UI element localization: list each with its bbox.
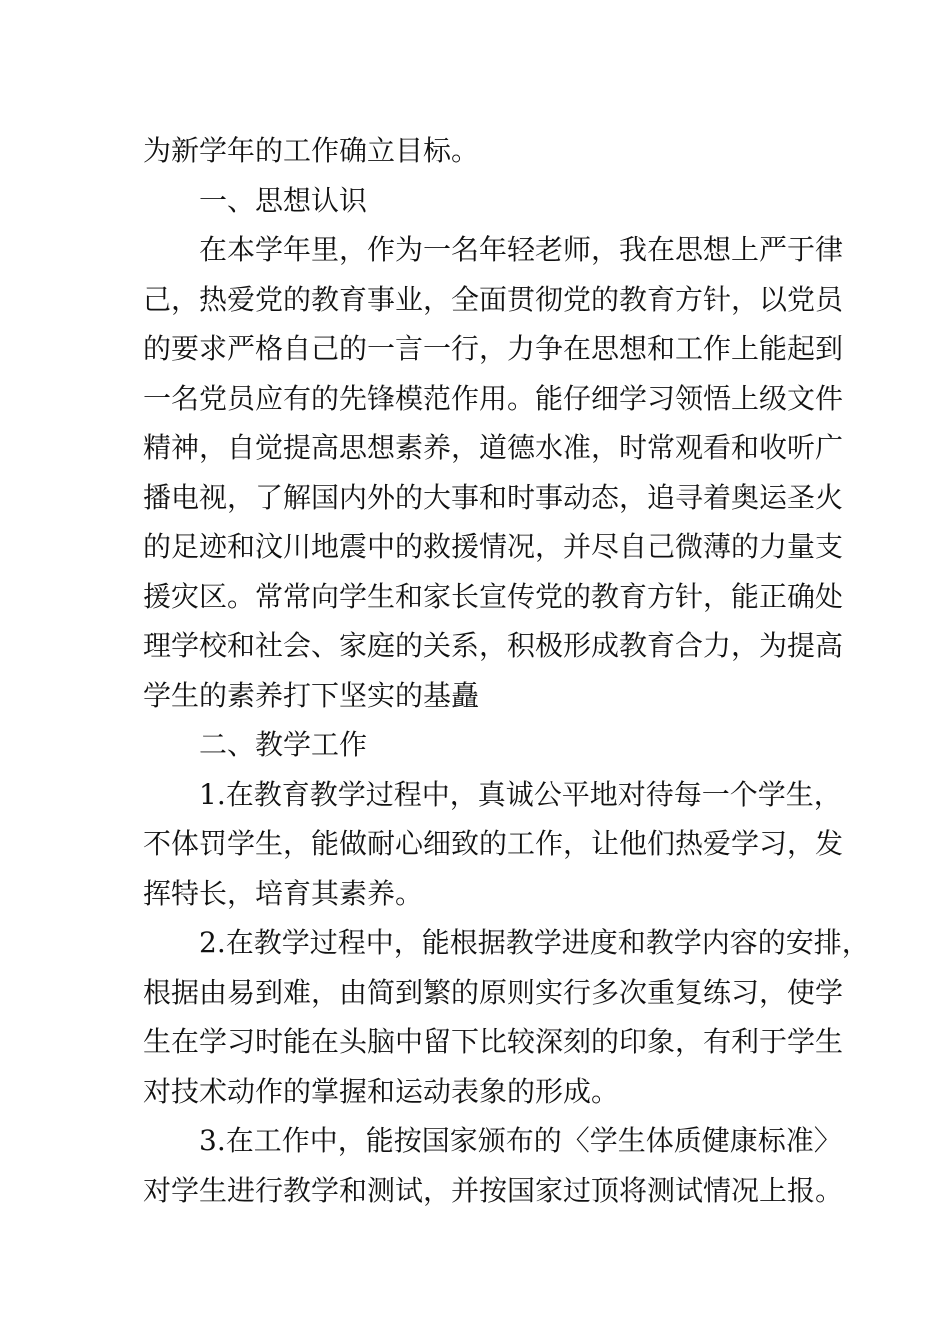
text-line: 对学生进行教学和测试，并按国家过顶将测试情况上报。 — [143, 1173, 844, 1207]
text-line: 对技术动作的掌握和运动表象的形成。 — [143, 1074, 620, 1108]
text-line: 一名党员应有的先锋模范作用。能仔细学习领悟上级文件 — [143, 381, 844, 415]
text-line: 精神，自觉提高思想素养，道德水准，时常观看和收听广 — [143, 431, 844, 464]
section-heading-thought: 一、思想认识 — [199, 183, 368, 217]
text-line: 3.在工作中，能按国家颁布的〈学生体质健康标准〉 — [199, 1124, 842, 1157]
text-line: 生在学习时能在头脑中留下比较深刻的印象，有利于学生 — [143, 1025, 844, 1058]
text-line: 理学校和社会、家庭的关系，积极形成教育合力，为提高 — [143, 629, 844, 662]
text-line: 己，热爱党的教育事业，全面贯彻党的教育方针，以党员 — [143, 282, 844, 316]
text-line: 在本学年里，作为一名年轻老师，我在思想上严于律 — [199, 233, 844, 266]
text-line: 2.在教学过程中，能根据教学进度和教学内容的安排， — [199, 926, 870, 959]
document-body — [143, 126, 870, 1215]
text-line: 学生的素养打下坚实的基矗 — [143, 678, 480, 712]
text-line: 播电视，了解国内外的大事和时事动态，追寻着奥运圣火 — [143, 480, 844, 514]
text-line: 挥特长，培育其素养。 — [143, 876, 424, 910]
text-line: 的要求严格自己的一言一行，力争在思想和工作上能起到 — [143, 332, 844, 365]
text-line: 为新学年的工作确立目标。 — [143, 134, 480, 167]
section-heading-teaching: 二、教学工作 — [199, 728, 368, 761]
text-line: 1.在教育教学过程中，真诚公平地对待每一个学生， — [199, 777, 842, 811]
text-line: 的足迹和汶川地震中的救援情况，并尽自己微薄的力量支 — [143, 530, 844, 563]
text-line: 援灾区。常常向学生和家长宣传党的教育方针，能正确处 — [143, 579, 844, 613]
text-line: 根据由易到难，由简到繁的原则实行多次重复练习，使学 — [143, 975, 844, 1009]
text-line: 不体罚学生，能做耐心细致的工作，让他们热爱学习，发 — [143, 827, 844, 860]
